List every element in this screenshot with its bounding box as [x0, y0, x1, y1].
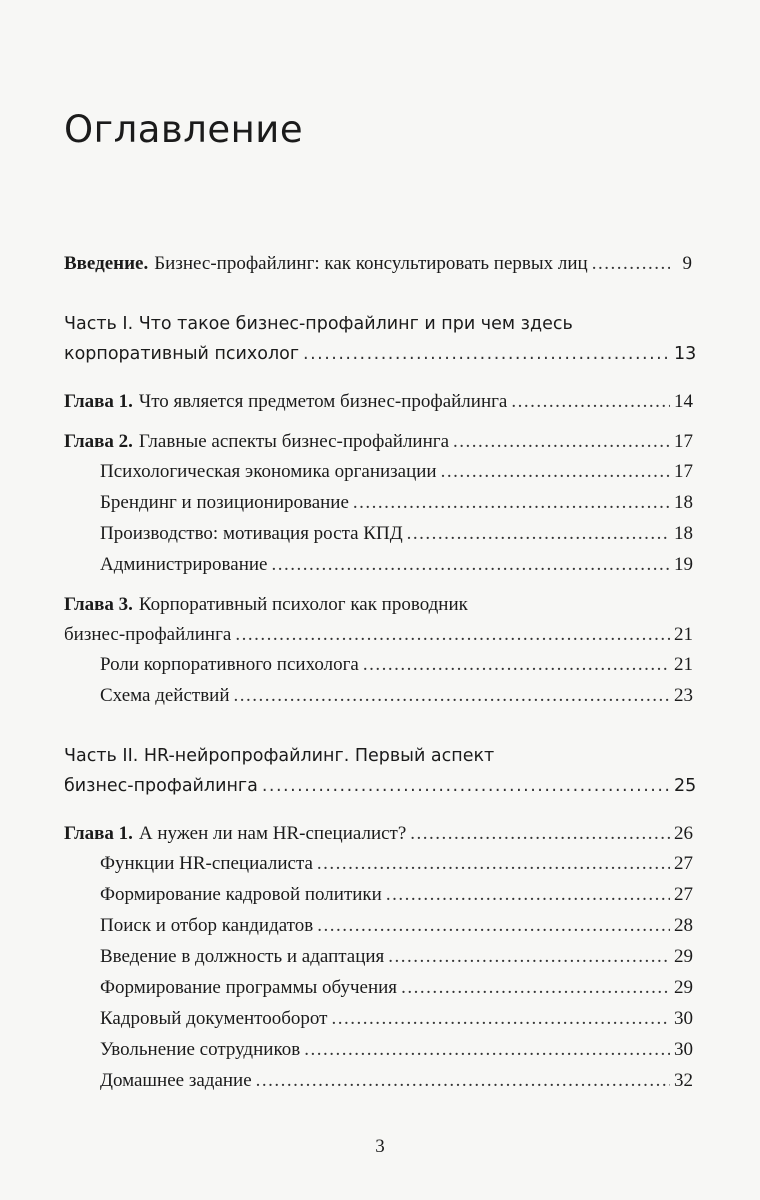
leader-dots — [410, 822, 670, 846]
leader-dots — [271, 553, 670, 577]
leader-dots — [256, 1069, 670, 1093]
leader-dots — [407, 522, 670, 546]
page-ref: 17 — [674, 461, 693, 482]
page-ref: 27 — [674, 853, 693, 874]
part-2-heading: Часть II. HR-нейропрофайлинг. Первый аспект — [64, 746, 495, 766]
page-ref: 32 — [674, 1070, 693, 1091]
entry-title: Увольнение сотрудников — [100, 1039, 301, 1060]
leader-dots — [235, 623, 670, 647]
toc-entry-chapter[interactable] — [64, 623, 692, 647]
leader-dots — [331, 1007, 670, 1031]
page-ref: 21 — [674, 654, 693, 675]
entry-title: Кадровый документооборот — [100, 1008, 328, 1029]
entry-label: Глава 1. — [64, 823, 133, 844]
leader-dots — [303, 342, 670, 366]
entry-label: Введение. — [64, 253, 149, 274]
toc-entry-section[interactable] — [100, 1038, 692, 1062]
entry-label: Глава 2. — [64, 431, 133, 452]
leader-dots — [317, 852, 670, 876]
page-ref: 18 — [674, 523, 693, 544]
toc-entry-chapter-heading[interactable] — [64, 593, 692, 617]
entry-title: Введение в должность и адаптация — [100, 946, 385, 967]
page-ref: 29 — [674, 977, 693, 998]
toc-entry-section[interactable] — [100, 852, 692, 876]
toc-entry-section[interactable] — [100, 1007, 692, 1031]
entry-title: Производство: мотивация роста КПД — [100, 523, 403, 544]
entry-title: бизнес-профайлинга — [64, 624, 232, 645]
part-1-heading: Часть I. Что такое бизнес-профайлинг и при чем здесь — [64, 314, 573, 334]
entry-title: Что является предметом бизнес-профайлинга — [138, 391, 508, 412]
toc-entry-part-2[interactable] — [64, 774, 697, 798]
leader-dots — [401, 976, 670, 1000]
leader-dots — [592, 252, 670, 276]
toc-entry-section[interactable] — [100, 553, 692, 577]
leader-dots — [234, 684, 670, 708]
entry-title: Функции HR-специалиста — [100, 853, 313, 874]
toc-entry-section[interactable] — [100, 914, 692, 938]
toc-entry-chapter[interactable] — [64, 390, 692, 414]
entry-title: Администрирование — [100, 554, 268, 575]
page-ref: 30 — [674, 1039, 693, 1060]
entry-title: бизнес-профайлинга — [64, 776, 258, 796]
toc-entry-section[interactable] — [100, 976, 692, 1000]
leader-dots — [304, 1038, 670, 1062]
page-ref: 19 — [674, 554, 693, 575]
toc-entry-chapter[interactable] — [64, 822, 692, 846]
toc-entry-section[interactable] — [100, 945, 692, 969]
leader-dots — [363, 653, 670, 677]
page-ref: 27 — [674, 884, 693, 905]
entry-label: Глава 1. — [64, 391, 133, 412]
entry-title: Домашнее задание — [100, 1070, 252, 1091]
page-ref: 28 — [674, 915, 693, 936]
toc-entry-section[interactable] — [100, 1069, 692, 1093]
page-title: Оглавление — [64, 108, 304, 151]
toc-entry-section[interactable] — [100, 883, 692, 907]
toc-entry-section[interactable] — [100, 460, 692, 484]
leader-dots — [386, 883, 670, 907]
page-number: 3 — [375, 1136, 385, 1157]
leader-dots — [453, 430, 670, 454]
leader-dots — [441, 460, 670, 484]
page-ref: 18 — [674, 492, 693, 513]
page-ref: 29 — [674, 946, 693, 967]
entry-title: А нужен ли нам HR-специалист? — [138, 823, 407, 844]
leader-dots — [353, 491, 670, 515]
entry-title: корпоративный психолог — [64, 344, 300, 364]
leader-dots — [511, 390, 670, 414]
leader-dots — [262, 774, 670, 798]
entry-label: Глава 3. — [64, 594, 133, 615]
toc-entry-section[interactable] — [100, 653, 692, 677]
page-ref: 30 — [674, 1008, 693, 1029]
entry-title: Психологическая экономика организации — [100, 461, 437, 482]
toc-entry-section[interactable] — [100, 684, 692, 708]
toc-entry-chapter[interactable] — [64, 430, 692, 454]
toc-entry-section[interactable] — [100, 522, 692, 546]
entry-title: Поиск и отбор кандидатов — [100, 915, 314, 936]
page-ref: 13 — [674, 344, 697, 364]
toc-entry-part-1[interactable] — [64, 342, 697, 366]
entry-title: Брендинг и позиционирование — [100, 492, 349, 513]
page-ref: 14 — [674, 391, 693, 412]
page-ref: 25 — [674, 776, 697, 796]
entry-title: Формирование программы обучения — [100, 977, 398, 998]
leader-dots — [317, 914, 670, 938]
entry-title: Корпоративный психолог как проводник — [138, 594, 468, 615]
entry-title: Роли корпоративного психолога — [100, 654, 359, 675]
toc-entry-section[interactable] — [100, 491, 692, 515]
leader-dots — [388, 945, 670, 969]
page-ref: 17 — [674, 431, 693, 452]
entry-title: Схема действий — [100, 685, 230, 706]
entry-title: Бизнес-профайлинг: как консультировать первых лиц — [154, 253, 588, 274]
page-ref: 21 — [674, 624, 693, 645]
page-ref: 26 — [674, 823, 693, 844]
page-ref: 23 — [674, 685, 693, 706]
toc-entry-intro[interactable] — [64, 252, 692, 276]
page-ref: 9 — [682, 253, 692, 274]
entry-title: Формирование кадровой политики — [100, 884, 382, 905]
entry-title: Главные аспекты бизнес-профайлинга — [138, 431, 449, 452]
